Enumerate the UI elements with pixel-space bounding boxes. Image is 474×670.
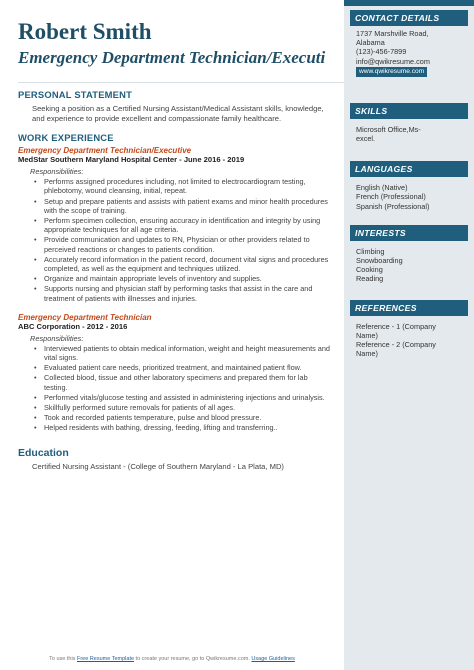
free-resume-template-link[interactable]: Free Resume Template [76,656,135,662]
duty-item: • Provide communication and updates to RN, Physician or other providers related to perceived reactions or changes to patients condition. [34,235,330,253]
duties-list [34,177,344,303]
duties-list [34,344,344,433]
duty-item: • Accurately record information in the patient record, document vital signs and procedures completed, as well as the equipment and techniques utilized. [34,255,330,273]
reference-item: Reference - 1 (Company [356,321,436,331]
duty-item: • Evaluated patient care needs, prioritized treatment, and maintained patient flow. [34,363,330,372]
languages-section [356,161,468,211]
language-item: French (Professional) [356,192,426,202]
reference-item: Reference - 2 (Company [356,340,436,350]
references-heading: REFERENCES [350,300,468,316]
language-item: Spanish (Professional) [356,201,430,211]
duty-item: • Perform specimen collection, ensuring accuracy in identification and integrity by using appropriate techniques for all age criteria. [34,216,330,234]
reference-item: Name) [356,330,378,340]
duty-item: • Took and recorded patients temperature, pulse and blood pressure. [34,413,330,422]
address-line: 1737 Marshville Road, [356,29,429,38]
interest-item: Reading [356,274,384,284]
reference-item: Name) [356,349,378,359]
skill-item: excel. [356,134,376,144]
sidebar [344,0,474,670]
usage-guidelines-link[interactable]: Usage Guidelines [251,656,295,662]
job-entry [18,146,344,303]
work-experience-heading: WORK EXPERIENCE [18,132,114,144]
footer-middle: to create your resume, go to Qwikresume.com. [134,656,252,662]
interest-item: Cooking [356,265,383,275]
duty-item: • Supports nursing and physician staff by performing tasks that assist in the care and treatment of patients with illnesses and injuries. [34,284,330,302]
header-divider [18,82,344,83]
skill-item: Microsoft Office,Ms- [356,124,421,134]
language-item: English (Native) [356,183,408,193]
email-address: info@qwikresume.com [356,56,430,66]
job-entry [18,313,344,433]
phone-number: (123)-456-7899 [356,47,407,57]
website-link[interactable]: www.qwikresume.com [356,67,427,77]
education-heading: Education [18,446,69,459]
duty-item: • Performed vitals/glucose testing and assisted in administering injections and urinalysis. [34,393,330,402]
duty-item: • Helped residents with bathing, dressing, feeding, lifting and transferring.. [34,423,330,432]
job-company: ABC Corporation - 2012 - 2016 [18,321,128,331]
candidate-name: Robert Smith [18,19,152,44]
duty-item: • Setup and prepare patients and assists with patient exams and minor health procedures with the scope of training. [34,197,330,215]
education-text: Certified Nursing Assistant - (College of Southern Maryland - La Plata, MD) [32,461,284,471]
interests-section [356,225,468,284]
responsibilities-label: Responsibilities: [30,167,84,177]
duty-item: • Performs assigned procedures including, not limited to electrocardiogram testing, phlebotomy, wound cleansing, initial, repeat. [34,177,330,195]
job-title: Emergency Department Technician/Executive [18,146,192,156]
footer-prefix: To use this [49,656,77,662]
contact-section [356,10,468,77]
interest-item: Climbing [356,246,385,256]
skills-heading: SKILLS [350,103,468,119]
duty-item: • Skillfully performed suture removals for patients of all ages. [34,403,330,412]
candidate-title: Emergency Department Technician/Executi [18,48,326,67]
personal-statement-heading: PERSONAL STATEMENT [18,89,133,100]
interests-heading: INTERESTS [350,225,468,241]
languages-heading: LANGUAGES [350,161,468,177]
footer [0,656,344,662]
interest-item: Snowboarding [356,256,403,266]
contact-heading: CONTACT DETAILS [350,10,468,26]
personal-statement-text: Seeking a position as a Certified Nursing Assistant/Medical Assistant skills, knowledge, and experience to provide excellent and compassionate family healthcare. [32,104,324,123]
responsibilities-label: Responsibilities: [30,333,84,343]
references-section [356,300,468,359]
duty-item: • Collected blood, tissue and other laboratory specimens and prepared them for lab testing. [34,373,330,391]
job-company: MedStar Southern Maryland Hospital Center - June 2016 - 2019 [18,155,245,165]
duty-item: • Organize and maintain appropriate levels of inventory and supplies. [34,274,330,283]
skills-section [356,103,468,143]
address-line: Alabama [356,38,385,48]
job-title: Emergency Department Technician [18,312,152,322]
duty-item: • Interviewed patients to obtain medical information, weight and height measurements and vital signs. [34,344,330,362]
